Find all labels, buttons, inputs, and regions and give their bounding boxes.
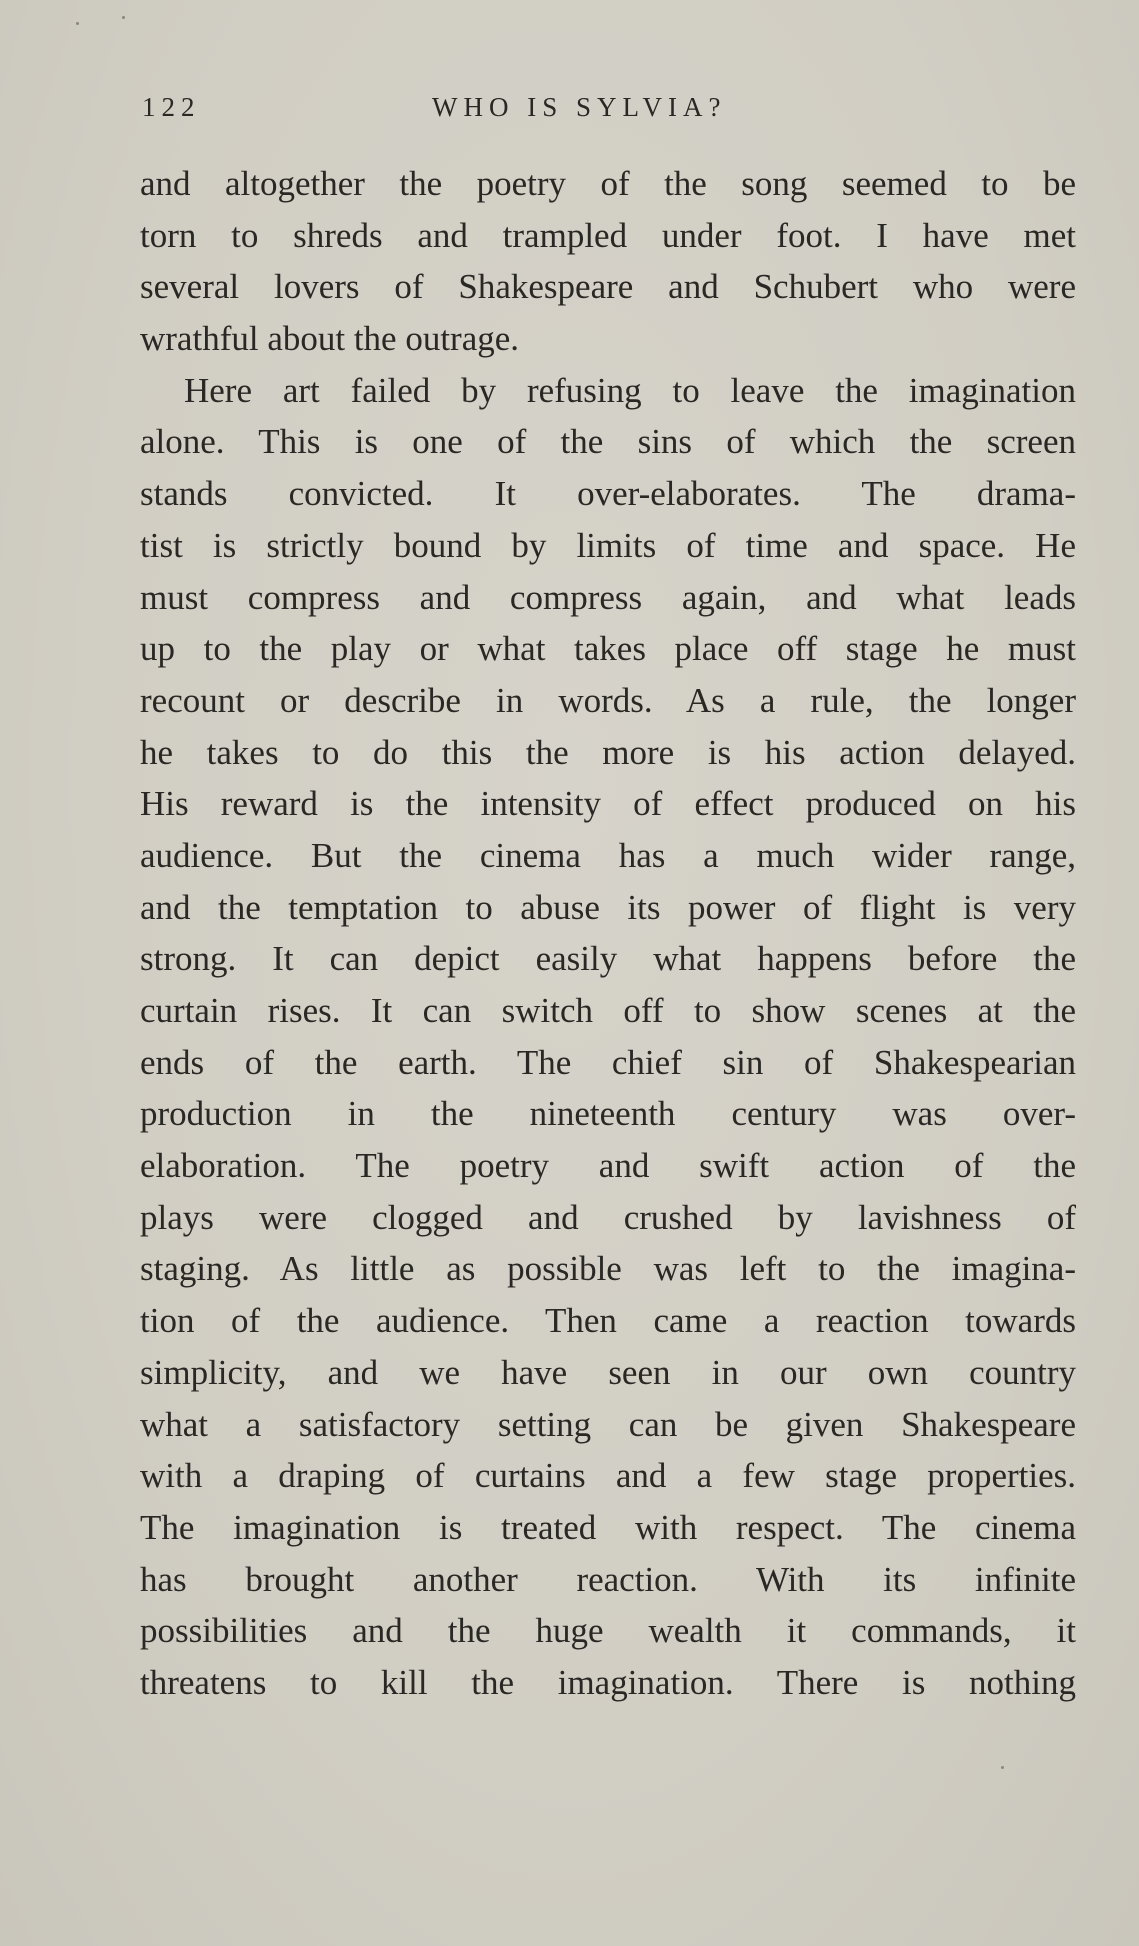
text-line: tist is strictly bound by limits of time and space. He bbox=[140, 525, 1076, 565]
text-line: with a draping of curtains and a few stage properties. bbox=[140, 1456, 1076, 1496]
running-title: WHO IS SYLVIA? bbox=[432, 92, 727, 122]
text-line: stands convicted. It over-elaborates. The drama- bbox=[140, 474, 1076, 514]
text-line: Here art failed by refusing to leave the imagination bbox=[184, 370, 1076, 410]
text-line: production in the nineteenth century was over- bbox=[140, 1094, 1076, 1134]
paper-speck bbox=[1001, 1766, 1004, 1769]
text-line: tion of the audience. Then came a reaction towards bbox=[140, 1301, 1076, 1341]
text-line: torn to shreds and trampled under foot. I have met bbox=[140, 215, 1076, 255]
text-line: alone. This is one of the sins of which the screen bbox=[140, 422, 1076, 462]
text-line: staging. As little as possible was left to the imagina- bbox=[140, 1249, 1076, 1289]
text-line: up to the play or what takes place off stage he must bbox=[140, 629, 1076, 669]
body-text bbox=[140, 158, 1076, 1709]
text-line: he takes to do this the more is his action delayed. bbox=[140, 732, 1076, 772]
text-line: threatens to kill the imagination. There is nothing bbox=[140, 1662, 1076, 1702]
text-line: recount or describe in words. As a rule, the longer bbox=[140, 680, 1076, 720]
text-line: what a satisfactory setting can be given Shakespeare bbox=[140, 1404, 1076, 1444]
text-line: possibilities and the huge wealth it commands, it bbox=[140, 1611, 1076, 1651]
paper-speck bbox=[122, 16, 125, 19]
text-line: ends of the earth. The chief sin of Shakespearian bbox=[140, 1042, 1076, 1082]
text-line: simplicity, and we have seen in our own country bbox=[140, 1352, 1076, 1392]
text-line: curtain rises. It can switch off to show scenes at the bbox=[140, 991, 1076, 1030]
text-line: several lovers of Shakespeare and Schubert who were bbox=[140, 267, 1076, 307]
paper-speck bbox=[76, 22, 79, 25]
text-line: strong. It can depict easily what happens before the bbox=[140, 939, 1076, 979]
text-line: elaboration. The poetry and swift action of the bbox=[140, 1146, 1076, 1186]
text-line: must compress and compress again, and what leads bbox=[140, 577, 1076, 617]
page-header bbox=[142, 92, 1077, 132]
text-line: The imagination is treated with respect. The cinema bbox=[140, 1507, 1076, 1547]
text-line: and the temptation to abuse its power of flight is very bbox=[140, 887, 1076, 927]
text-line: and altogether the poetry of the song seemed to be bbox=[140, 164, 1076, 203]
text-line: audience. But the cinema has a much wider range, bbox=[140, 835, 1076, 875]
text-line: His reward is the intensity of effect produced on his bbox=[140, 784, 1076, 824]
text-line: plays were clogged and crushed by lavishness of bbox=[140, 1197, 1076, 1237]
page-number: 122 bbox=[142, 92, 201, 122]
text-line: has brought another reaction. With its infinite bbox=[140, 1559, 1076, 1599]
text-line: wrathful about the outrage. bbox=[140, 319, 520, 359]
